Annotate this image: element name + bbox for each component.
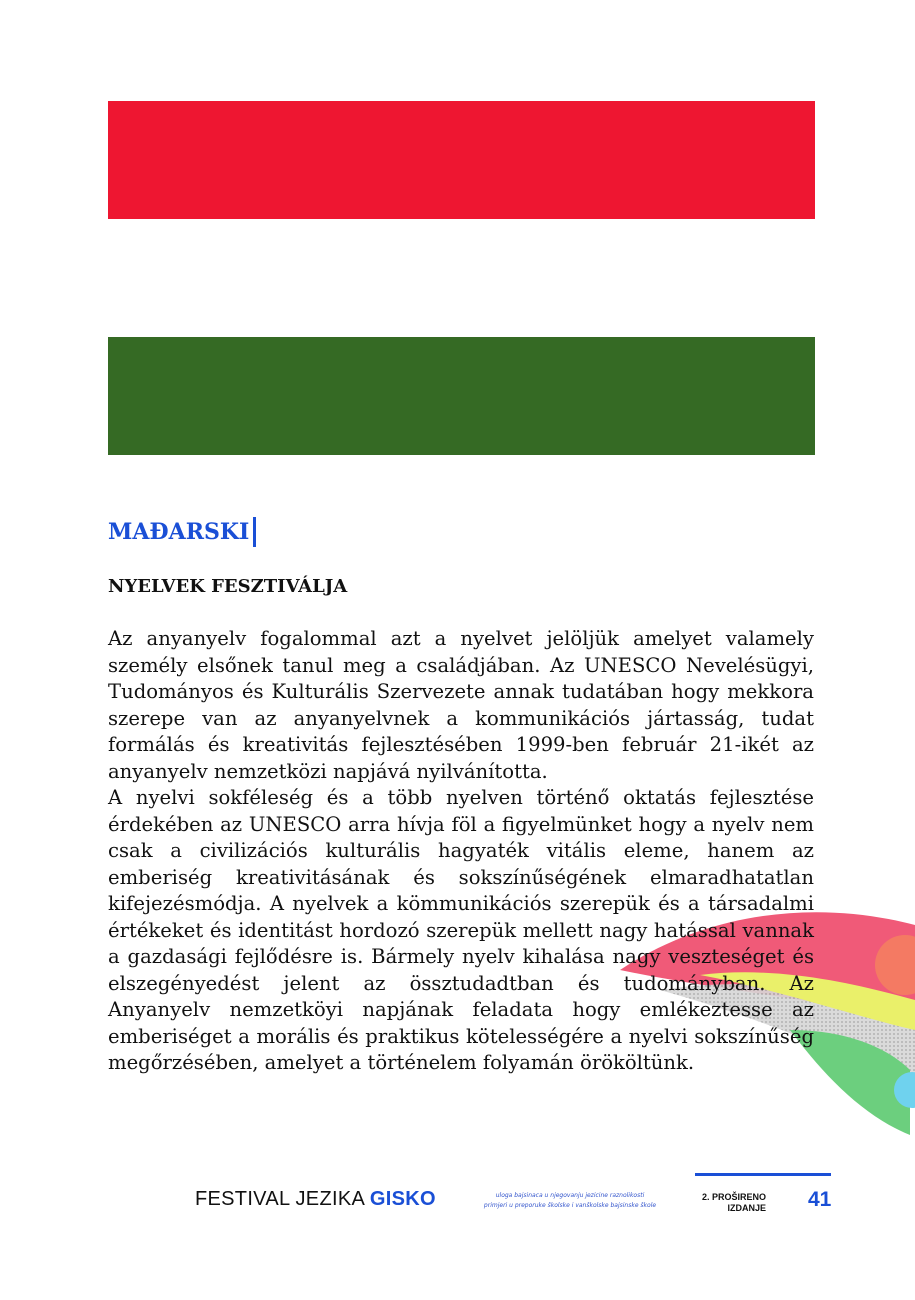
footer-edition-line-1: 2. PROŠIRENO [701,1192,766,1202]
footer-tagline-line-1: uloga bajsinaca u njegovanju jezicine raznolikosti [495,1192,645,1199]
flag-red-stripe [108,101,815,219]
footer-edition-line-2: IZDANJE [727,1203,766,1213]
section-heading: NYELVEK FESZTIVÁLJA [108,576,348,597]
flag-white-stripe [108,219,815,337]
footer-tagline-line-2: primjeri u preporuke školske i vanškolske bajsinske škole [483,1202,657,1209]
footer-brand [195,1188,436,1211]
flag-green-stripe [108,337,815,455]
footer-edition [700,1192,766,1214]
footer-tagline [470,1191,670,1211]
footer-brand-accent: GISKO [369,1188,436,1210]
language-title [108,517,256,547]
title-bar-marker [253,517,256,547]
footer-rule [695,1173,831,1176]
article-paragraph-2: A nyelvi sokféleség és a több nyelven történő oktatás fejlesztése érdekében az UNESCO arra hívja föl a figyelmünket hogy a nyelv nem csak a civilizációs kulturális hagyaték vitális eleme, hanem az emberiség kreativitásának és sokszínűségének elmaradhatatlan kifejezésmódja. A nyelvek a kömmunikációs szerepük és a társadalmi értékeket és identitást hordozó szerepük mellett nagy hatással vannak a gazdasági fejlődésre is. Bármely nyelv kihalása nagy veszteséget és elszegényedést jelent az össztudadtban és tudományban. Az Anyanyelv nemzetköyi napjának feladata hogy emlékeztesse az emberiséget a morális és praktikus kötelességére a nyelvi sokszínűség megőrzésében, amelyet a történelem folyamán örököltünk. [108,786,814,1074]
page-number: 41 [808,1188,832,1211]
article-body [108,626,814,1077]
article-paragraph-1: Az anyanyelv fogalommal azt a nyelvet jelöljük amelyet valamely személy elsőnek tanul meg a családjában. Az UNESCO Nevelésügyi, Tudományos és Kulturális Szervezete annak tudatában hogy mekkora szerepe van az anyanyelvnek a kommunikációs jártasság, tudat formálás és kreativitás fejlesztésében 1999-ben február 21-ikét az anyanyelv nemzetközi napjává nyilvánította. [108,627,814,783]
language-title-text: MAĐARSKI [108,519,250,545]
footer-brand-prefix: FESTIVAL JEZIKA [195,1188,370,1210]
